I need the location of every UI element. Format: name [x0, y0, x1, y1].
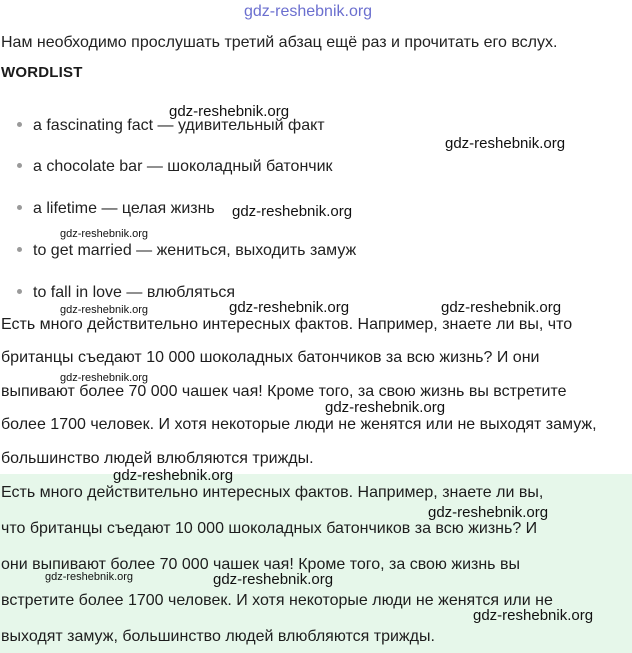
watermark: gdz-reshebnik.org [229, 299, 350, 316]
answer-line: Есть много действительно интересных фактов. Например, знаете ли вы, [1, 484, 544, 501]
watermark: gdz-reshebnik.org [60, 228, 149, 240]
list-item [17, 156, 333, 178]
answer-line: что британцы съедают 10 000 шоколадных батончиков за всю жизнь? И [1, 520, 538, 537]
paragraph-line: большинство людей влюбляются трижды. [1, 450, 314, 467]
answer-box [0, 474, 632, 653]
paragraph-line: выпивают более 70 000 чашек чая! Кроме того, за свою жизнь вы встретите [1, 383, 567, 400]
bullet-icon [17, 205, 22, 210]
watermark: gdz-reshebnik.org [169, 103, 290, 120]
watermark: gdz-reshebnik.org [213, 571, 334, 588]
list-item-text: a chocolate bar — шоколадный батончик [33, 158, 333, 175]
watermark: gdz-reshebnik.org [445, 135, 566, 152]
list-item [17, 198, 215, 220]
watermark: gdz-reshebnik.org [113, 467, 234, 484]
list-item-text: a fascinating fact — удивительный факт [33, 117, 325, 134]
watermark: gdz-reshebnik.org [60, 304, 149, 316]
paragraph-line: британцы съедают 10 000 шоколадных батончиков за всю жизнь? И они [1, 349, 540, 366]
watermark: gdz-reshebnik.org [45, 571, 134, 583]
watermark: gdz-reshebnik.org [441, 299, 562, 316]
bullet-icon [17, 289, 22, 294]
bullet-icon [17, 163, 22, 168]
paragraph-line: Есть много действительно интересных фактов. Например, знаете ли вы, что [1, 316, 573, 333]
answer-line: выходят замуж, большинство людей влюбляются трижды. [1, 628, 435, 645]
answer-line: они выпивают более 70 000 чашек чая! Кроме того, за свою жизнь вы [1, 556, 520, 573]
watermark: gdz-reshebnik.org [232, 203, 353, 220]
wordlist-heading: WORDLIST [1, 64, 83, 81]
list-item-text: a lifetime — целая жизнь [33, 200, 215, 217]
paragraph-line: более 1700 человек. И хотя некоторые люди не женятся или не выходят замуж, [1, 416, 597, 433]
watermark-top: gdz-reshebnik.org [244, 3, 373, 20]
list-item [17, 240, 356, 262]
list-item-text: to fall in love — влюбляться [33, 284, 236, 301]
bullet-icon [17, 122, 22, 127]
watermark: gdz-reshebnik.org [473, 607, 594, 624]
bullet-icon [17, 247, 22, 252]
list-item [17, 282, 235, 304]
watermark: gdz-reshebnik.org [428, 504, 549, 521]
list-item-text: to get married — жениться, выходить замуж [33, 242, 357, 259]
intro-text: Нам необходимо прослушать третий абзац ещё раз и прочитать его вслух. [1, 34, 558, 51]
watermark: gdz-reshebnik.org [60, 372, 149, 384]
watermark: gdz-reshebnik.org [325, 399, 446, 416]
answer-line: встретите более 1700 человек. И хотя некоторые люди не женятся или не [1, 592, 553, 609]
